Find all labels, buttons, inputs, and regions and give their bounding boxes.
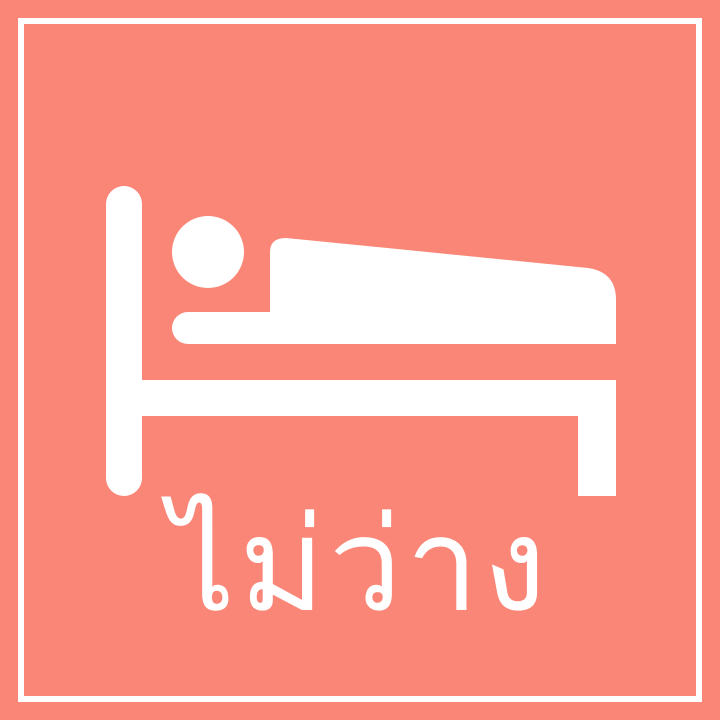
bed-headboard [106,186,142,496]
bed-frame [106,380,616,416]
person-head [172,216,244,288]
bed-footpost [578,380,616,496]
blanket [270,238,616,344]
status-text: ไม่ว่าง [169,489,551,641]
